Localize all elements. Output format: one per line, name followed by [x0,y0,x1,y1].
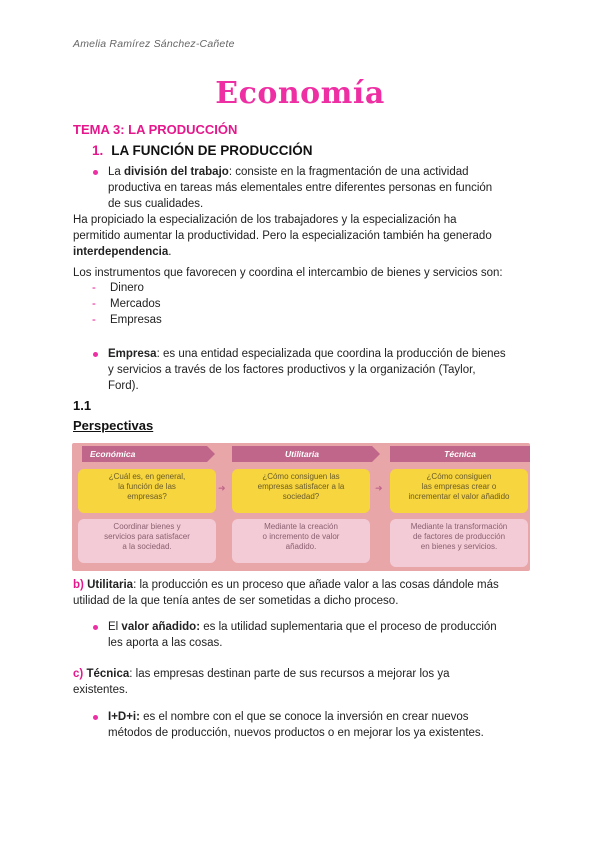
bullet-empresa [108,346,548,394]
paragraph-text: : las empresas destinan parte de sus recursos a mejorar los ya [129,668,450,680]
bullet-text: y servicios a través de los factores productivos y la organización (Taylor, [108,364,476,376]
box-text: empresas? [127,492,167,501]
bold-term: interdependencia [73,246,169,258]
box-text: a la sociedad. [122,542,172,551]
dash-marker: - [92,298,96,310]
document-title: Economía [215,76,385,111]
bold-term: valor añadido: [121,621,201,633]
bullet-division-trabajo [108,164,548,212]
list-item: Dinero [110,282,144,294]
paragraph-text: existentes. [73,684,128,696]
bullet-text: métodos de producción, nuevos productos o en mejorar los ya existentes. [108,727,484,739]
header-utilitaria: Utilitaria [232,446,372,462]
bullet-valor-anadido [108,619,548,651]
subsection-title: Perspectivas [73,418,154,433]
author-name: Amelia Ramírez Sánchez-Cañete [73,38,235,50]
paragraph-text: permitido aumentar la productividad. Pero la especialización también ha generado [73,230,492,242]
header-arrow [372,446,380,462]
bullet-marker [93,625,98,630]
subsection-number: 1.1 [73,398,92,413]
paragraph-text: . [168,246,172,258]
list-letter: b) [73,579,84,591]
bullet-text: de sus cualidades. [108,198,204,210]
bullet-text: Ford). [108,380,139,392]
box-text: Mediante la transformación [410,522,508,531]
box-text: en bienes y servicios. [420,542,498,551]
box-text: servicios para satisfacer [104,532,190,541]
bullet-idi [108,709,548,741]
answer-box-utilitaria [232,519,370,563]
bullet-text: : consiste en la fragmentación de una actividad [228,166,469,178]
box-text: las empresas crear o [421,482,497,491]
box-text: ¿Cuál es, en general, [108,472,186,481]
bullet-text: les aporta a las cosas. [108,637,223,649]
paragraph-especializacion [73,212,553,260]
section-number: 1. [92,143,104,158]
box-text: de factores de producción [412,532,506,541]
question-box-utilitaria [232,469,370,513]
header-economica: Económica [82,446,207,462]
flow-arrow: ➜ [218,483,226,493]
box-text: o incremento de valor [262,532,340,541]
paragraph-utilitaria [73,577,553,609]
bullet-text: es el nombre con el que se conoce la inversión en crear nuevos [139,711,469,723]
box-text: Coordinar bienes y [113,522,181,531]
paragraph-text: : la producción es un proceso que añade valor a las cosas dándole más [133,579,499,591]
section-title: LA FUNCIÓN DE PRODUCCIÓN [111,143,313,158]
box-text: ¿Cómo consiguen [426,472,492,481]
dash-marker: - [92,314,96,326]
bold-term: Técnica [86,668,130,680]
section-heading [92,143,313,158]
answer-box-economica [78,519,216,563]
bold-term: I+D+i: [108,711,140,723]
header-arrow [207,446,215,462]
bullet-marker [93,715,98,720]
list-item: Mercados [110,298,161,310]
question-box-economica [78,469,216,513]
box-text: añadido. [285,542,317,551]
box-text: ¿Cómo consiguen las [262,472,340,481]
bold-term: Utilitaria [87,579,134,591]
paragraph-text: utilidad de la que tenía antes de ser sometidas a dicho proceso. [73,595,399,607]
bullet-marker [93,170,98,175]
flow-arrow: ➜ [375,483,383,493]
bold-term: división del trabajo [124,166,229,178]
paragraph-instrumentos: Los instrumentos que favorecen y coordina el intercambio de bienes y servicios son: [73,267,503,279]
bullet-marker [93,352,98,357]
header-tecnica: Técnica [390,446,530,462]
bullet-text: productiva en tareas más elementales entre diferentes personas en función [108,182,493,194]
topic-heading: TEMA 3: LA PRODUCCIÓN [73,122,238,137]
paragraph-tecnica [73,666,553,698]
perspectivas-illustration [72,443,530,571]
question-box-tecnica [390,469,528,513]
bold-term: Empresa [108,348,157,360]
bullet-text: La [108,166,124,178]
box-text: la función de las [118,482,176,491]
bullet-text: El [108,621,122,633]
bullet-text: es la utilidad suplementaria que el proceso de producción [200,621,497,633]
dash-marker: - [92,282,96,294]
bullet-text: : es una entidad especializada que coordina la producción de bienes [156,348,506,360]
answer-box-tecnica [390,519,528,567]
box-text: incrementar el valor añadido [408,492,510,501]
box-text: sociedad? [282,492,320,501]
box-text: empresas satisfacer a la [257,482,345,491]
paragraph-text: Ha propiciado la especialización de los trabajadores y la especialización ha [73,214,457,226]
box-text: Mediante la creación [264,522,338,531]
list-item: Empresas [110,314,162,326]
list-letter: c) [73,668,84,680]
